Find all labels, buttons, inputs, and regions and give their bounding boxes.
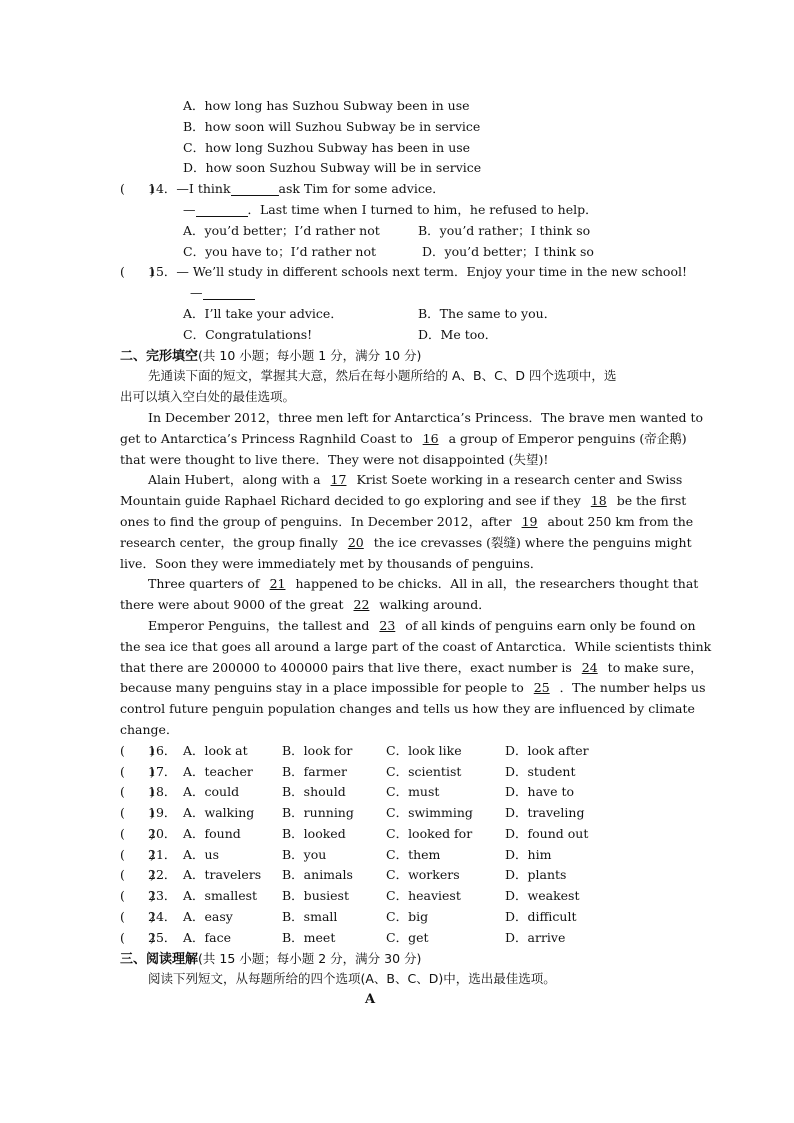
cloze-question-row [0, 865, 794, 886]
option-c: C．get [386, 929, 429, 945]
option-a: A．smallest [183, 888, 258, 904]
option-b: B．you [282, 846, 327, 862]
option-b: B．running [282, 805, 354, 821]
q14-options-cd [0, 242, 794, 263]
q13-option-a: A．how long has Suzhou Subway been in use [183, 98, 470, 113]
numbered-blank: 17 [330, 472, 347, 488]
passage-line [0, 450, 794, 471]
passage-text: Emperor Penguins，the tallest and [148, 617, 370, 633]
option-d: D．traveling [505, 805, 585, 821]
passage-text: be the first [616, 493, 687, 509]
answer-paren: ( ) [120, 742, 155, 758]
option-d: D．him [505, 846, 552, 862]
answer-blank [203, 285, 255, 300]
passage-text: ．The number helps us [559, 680, 706, 696]
option-b: B．meet [282, 929, 336, 945]
question-number: 20． [148, 825, 177, 841]
q14-option-b: B．you’d rather；I think so [418, 222, 591, 238]
cloze-question-row [0, 824, 794, 845]
q13-option-d: D．how soon Suzhou Subway will be in service [183, 160, 482, 176]
q15-stem-line2: — [0, 283, 794, 304]
option-d: D．found out [505, 825, 589, 841]
question-number: 24． [148, 909, 177, 925]
option-c: C．must [386, 784, 440, 800]
numbered-blank: 24 [581, 659, 598, 675]
numbered-blank: 22 [353, 597, 370, 613]
numbered-blank: 21 [269, 576, 286, 592]
question-number: 18． [148, 784, 177, 800]
passage-line [0, 678, 794, 699]
answer-paren: ( ) [120, 181, 155, 197]
option-a: A．face [183, 929, 232, 945]
cloze-questions [0, 741, 794, 949]
cloze-question-row [0, 803, 794, 824]
passage-line [0, 616, 794, 637]
passage-text: research center，the group finally [120, 534, 338, 550]
option-b: B．look for [282, 742, 353, 758]
cloze-question-row [0, 928, 794, 949]
passage-text: live．Soon they were immediately met by thousands of penguins． [120, 555, 543, 571]
passage-line [0, 554, 794, 575]
passage-text: change． [120, 721, 179, 737]
q14-options-ab [0, 221, 794, 242]
cloze-question-row [0, 886, 794, 907]
section3-heading: 三、阅读理解(共 15 小题；每小题 2 分，满分 30 分) [120, 950, 422, 967]
passage-line [0, 408, 794, 429]
option-d: D．weakest [505, 888, 580, 904]
passage-text: Alain Hubert，along with a [148, 472, 321, 488]
passage-text: the sea ice that goes all around a large part of the coast of Antarctica．While scientists think [120, 638, 712, 654]
answer-paren: ( ) [120, 805, 155, 821]
answer-paren: ( ) [120, 784, 155, 800]
question-number: 23． [148, 888, 177, 904]
passage-line [0, 720, 794, 741]
q14-option-d: D．you’d better；I think so [422, 243, 594, 259]
cloze-question-row [0, 782, 794, 803]
section2-instructions: 先通读下面的短文，掌握其大意，然后在每小题所给的 A、B、C、D 四个选项中，选 [148, 368, 617, 384]
option-a: A．travelers [183, 867, 262, 883]
q15-option-d: D．Me too． [418, 326, 498, 342]
q14-option-c: C．you have to；I’d rather not [183, 243, 376, 259]
passage-text: to make sure， [607, 659, 703, 675]
passage-text: there were about 9000 of the great [120, 597, 344, 613]
passage-text: because many penguins stay in a place impossible for people to [120, 680, 524, 696]
option-b: B．animals [282, 867, 353, 883]
numbered-blank: 20 [347, 534, 364, 550]
q15-options-cd [0, 325, 794, 346]
question-number: 15． [148, 264, 177, 280]
numbered-blank: 25 [533, 680, 550, 696]
answer-paren: ( ) [120, 867, 155, 883]
option-a: A．walking [183, 805, 255, 821]
option-a: A．easy [183, 909, 233, 925]
passage-text: control future penguin population changes and tells us how they are influenced by climate [120, 701, 695, 717]
option-a: A．teacher [183, 763, 253, 779]
passage-line [0, 470, 794, 491]
question-number: 21． [148, 846, 177, 862]
passage-text: the ice crevasses (裂缝) where the penguins might [373, 534, 692, 550]
option-d: D．difficult [505, 909, 577, 925]
passage-text: Mountain guide Raphael Richard decided to go exploring and see if they [120, 493, 581, 509]
option-b: B．busiest [282, 888, 349, 904]
passage-line [0, 429, 794, 450]
passage-line [0, 658, 794, 679]
passage-text: that there are 200000 to 400000 pairs that live there，exact number is [120, 659, 572, 675]
cloze-question-row [0, 762, 794, 783]
passage-text: a group of Emperor penguins (帝企鹅) [448, 430, 687, 446]
passage-line [0, 512, 794, 533]
option-c: C．workers [386, 867, 460, 883]
passage-text: happened to be chicks．All in all，the researchers thought that [295, 576, 699, 592]
passage-text: Krist Soete working in a research center and Swiss [356, 472, 683, 488]
passage-line [0, 595, 794, 616]
question-number: 16． [148, 742, 177, 758]
question-number: 25． [148, 929, 177, 945]
option-c: C．them [386, 846, 441, 862]
option-d: D．have to [505, 784, 575, 800]
q14-stem: ( )14．—I think ask Tim for some advice． [0, 179, 794, 200]
q15-stem: ( )15．— We’ll study in different schools next term．Enjoy your time in the new school! [0, 262, 794, 283]
cloze-passage [0, 408, 794, 741]
option-c: C．heaviest [386, 888, 461, 904]
q14-option-a: A．you’d better；I’d rather not [183, 222, 380, 238]
passage-text: get to Antarctica’s Princess Ragnhild Coast to [120, 430, 413, 446]
section2-instructions-cont: 出可以填入空白处的最佳选项。 [120, 389, 296, 405]
passage-text: that were thought to live there．They were not disappointed (失望)! [120, 451, 549, 467]
answer-blank [231, 181, 279, 196]
passage-line [0, 637, 794, 658]
passage-text: walking around． [379, 597, 491, 613]
q15-option-a: A．I’ll take your advice． [183, 305, 343, 321]
q15-options-ab [0, 304, 794, 325]
question-number: 22． [148, 867, 177, 883]
answer-paren: ( ) [120, 846, 155, 862]
q13-option-b: B．how soon will Suzhou Subway be in service [183, 118, 481, 134]
cloze-question-row [0, 845, 794, 866]
passage-line [0, 533, 794, 554]
answer-paren: ( ) [120, 909, 155, 925]
passage-text: about 250 km from the [547, 513, 694, 529]
answer-paren: ( ) [120, 929, 155, 945]
answer-paren: ( ) [120, 264, 155, 280]
numbered-blank: 23 [379, 617, 396, 633]
option-c: C．scientist [386, 763, 462, 779]
option-d: D．look after [505, 742, 589, 758]
option-c: C．big [386, 909, 429, 925]
passage-line [0, 574, 794, 595]
answer-paren: ( ) [120, 763, 155, 779]
option-b: B．small [282, 909, 338, 925]
question-number: 17． [148, 763, 177, 779]
q15-option-c: C．Congratulations! [183, 326, 313, 342]
option-a: A．look at [183, 742, 248, 758]
passage-text: ones to find the group of penguins．In December 2012，after [120, 513, 512, 529]
option-c: C．look like [386, 742, 462, 758]
passage-text: In December 2012，three men left for Antarctica’s Princess．The brave men wanted to [148, 409, 704, 425]
passage-line [0, 491, 794, 512]
section3-part-label-row [0, 990, 794, 1011]
numbered-blank: 19 [521, 513, 538, 529]
cloze-question-row [0, 907, 794, 928]
question-number: 19． [148, 805, 177, 821]
question-number: 14． [148, 181, 177, 197]
option-a: A．found [183, 825, 241, 841]
cloze-question-row [0, 741, 794, 762]
option-d: D．student [505, 763, 576, 779]
option-c: C．looked for [386, 825, 473, 841]
option-b: B．should [282, 784, 346, 800]
passage-line [0, 699, 794, 720]
option-c: C．swimming [386, 805, 473, 821]
passage-text: Three quarters of [148, 576, 260, 592]
section2-heading: 二、完形填空(共 10 小题；每小题 1 分，满分 10 分) [120, 347, 422, 364]
numbered-blank: 18 [590, 493, 607, 509]
answer-paren: ( ) [120, 825, 155, 841]
q13-option-c: C．how long Suzhou Subway has been in use [183, 139, 471, 155]
exam-page [0, 96, 794, 1011]
numbered-blank: 16 [422, 430, 439, 446]
section3-instructions: 阅读下列短文，从每题所给的四个选项(A、B、C、D)中，选出最佳选项。 [148, 971, 556, 987]
option-b: B．looked [282, 825, 346, 841]
option-b: B．farmer [282, 763, 347, 779]
option-d: D．plants [505, 867, 567, 883]
q15-option-b: B．The same to you． [418, 305, 557, 321]
answer-blank [196, 202, 248, 217]
answer-paren: ( ) [120, 888, 155, 904]
part-label: A [365, 992, 376, 1008]
q14-stem-line2: — ．Last time when I turned to him，he refused to help． [183, 201, 598, 217]
option-d: D．arrive [505, 929, 566, 945]
passage-text: of all kinds of penguins earn only be found on [405, 617, 696, 633]
option-a: A．us [183, 846, 219, 862]
option-a: A．could [183, 784, 240, 800]
